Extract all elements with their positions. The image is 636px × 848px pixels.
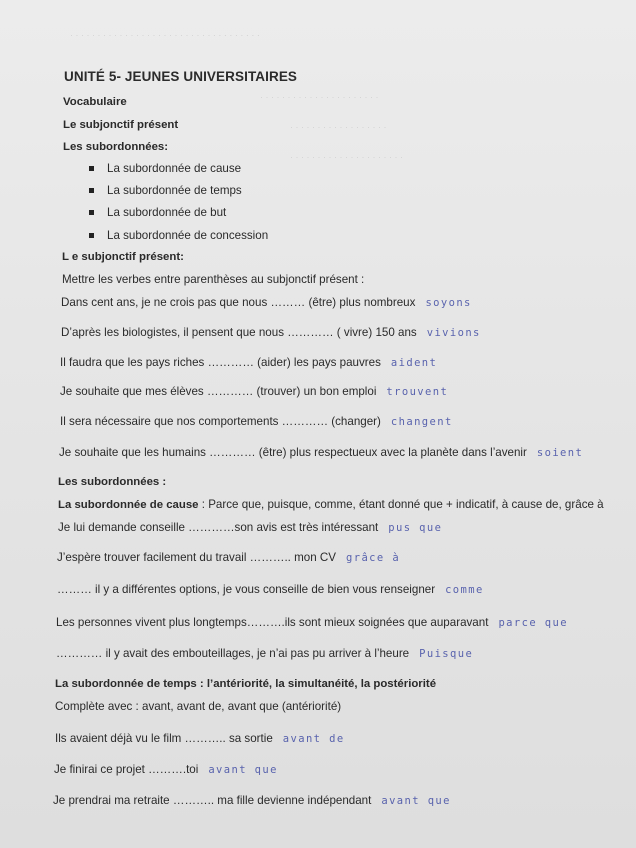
exercise-text: Ils avaient déjà vu le film ……….. sa sortie — [55, 732, 273, 745]
exercise-text: Je lui demande conseille …………son avis est très intéressant — [58, 521, 379, 534]
exercise-line — [59, 446, 583, 460]
exercise-text: D’après les biologistes, il pensent que nous ………… ( vivre) 150 ans — [61, 326, 417, 339]
exercise-text: Il sera nécessaire que nos comportements ………… (changer) — [60, 415, 381, 428]
temps-heading: La subordonnée de temps : l’antériorité, la simultanéité, la postériorité — [55, 678, 437, 690]
handwritten-answer: parce que — [498, 617, 568, 629]
outline-item: La subordonnée de temps — [107, 184, 242, 197]
heading-subjonctif-exercise: L e subjonctif présent: — [62, 251, 184, 263]
exercise-text: ………… il y avait des embouteillages, je n’ai pas pu arriver à l’heure — [56, 647, 410, 660]
exercise-line — [53, 794, 451, 808]
handwritten-answer: avant que — [381, 795, 451, 807]
exercise-line — [56, 616, 568, 630]
heading-subordonnees-exercise: Les subordonnées : — [58, 476, 167, 488]
exercise-line — [57, 583, 484, 597]
handwritten-answer: grâce à — [346, 552, 401, 564]
handwritten-answer: vivions — [426, 327, 481, 339]
handwritten-answer: changent — [390, 416, 453, 428]
outline-item: La subordonnée de concession — [107, 229, 269, 242]
exercise-line — [61, 296, 472, 310]
cause-heading: La subordonnée de cause — [58, 499, 199, 511]
cause-heading-line — [58, 498, 604, 512]
exercise-line — [56, 647, 473, 661]
handwritten-answer: pus que — [388, 522, 443, 534]
exercise-line — [55, 732, 345, 746]
cause-connectors: : Parce que, puisque, comme, étant donné que + indicatif, à cause de, grâce à — [198, 498, 604, 511]
bleed-through-text: · · · · · · · · · · · · · · · · · · · · · · · · · · · · · · · · · · · — [70, 30, 260, 40]
exercise-line — [60, 385, 448, 399]
bullet-icon — [89, 188, 94, 193]
handwritten-answer: trouvent — [386, 386, 449, 398]
heading-subordonnees: Les subordonnées: — [63, 141, 169, 153]
instruction-text: Complète avec : avant, avant de, avant que (antériorité) — [55, 700, 342, 713]
handwritten-answer: avant de — [282, 733, 345, 745]
page-title: UNITÉ 5- JEUNES UNIVERSITAIRES — [64, 69, 298, 84]
bleed-through-text: · · · · · · · · · · · · · · · · · · — [290, 122, 387, 132]
outline-item: La subordonnée de cause — [107, 162, 242, 175]
exercise-text: Je prendrai ma retraite ……….. ma fille devienne indépendant — [53, 794, 372, 807]
exercise-line — [60, 415, 453, 429]
exercise-line — [58, 521, 442, 535]
handwritten-answer: Puisque — [419, 648, 474, 660]
bullet-icon — [89, 210, 94, 215]
handwritten-answer: soyons — [425, 297, 472, 309]
exercise-text: Je souhaite que mes élèves ………… (trouver) un bon emploi — [60, 385, 377, 398]
exercise-line — [57, 551, 400, 565]
exercise-text: J’espère trouver facilement du travail ……….. mon CV — [57, 551, 336, 564]
exercise-text: Je finirai ce projet ……….toi — [54, 763, 199, 776]
exercise-text: Je souhaite que les humains ………… (être) plus respectueux avec la planète dans l’avenir — [59, 446, 527, 459]
exercise-text: Dans cent ans, je ne crois pas que nous ……… (être) plus nombreux — [61, 296, 416, 309]
handwritten-answer: aident — [390, 357, 438, 369]
bleed-through-text: · · · · · · · · · · · · · · · · · · · · · — [290, 152, 403, 162]
handwritten-answer: comme — [445, 584, 484, 596]
handwritten-answer: avant que — [208, 764, 278, 776]
bleed-through-text: · · · · · · · · · · · · · · · · · · · · · · — [260, 92, 379, 102]
heading-vocabulaire: Vocabulaire — [63, 96, 127, 108]
heading-subjonctif: Le subjonctif présent — [63, 119, 179, 131]
exercise-text: ……… il y a différentes options, je vous conseille de bien vous renseigner — [57, 583, 436, 596]
outline-item: La subordonnée de but — [107, 206, 227, 219]
bullet-icon — [89, 166, 94, 171]
exercise-text: Il faudra que les pays riches ………… (aider) les pays pauvres — [60, 356, 381, 369]
exercise-line — [54, 763, 278, 777]
instruction-text: Mettre les verbes entre parenthèses au subjonctif présent : — [62, 273, 365, 286]
exercise-line — [60, 356, 437, 370]
bullet-icon — [89, 233, 94, 238]
exercise-text: Les personnes vivent plus longtemps……….ils sont mieux soignées que auparavant — [56, 616, 489, 629]
handwritten-answer: soient — [536, 447, 584, 459]
exercise-line — [61, 326, 481, 340]
